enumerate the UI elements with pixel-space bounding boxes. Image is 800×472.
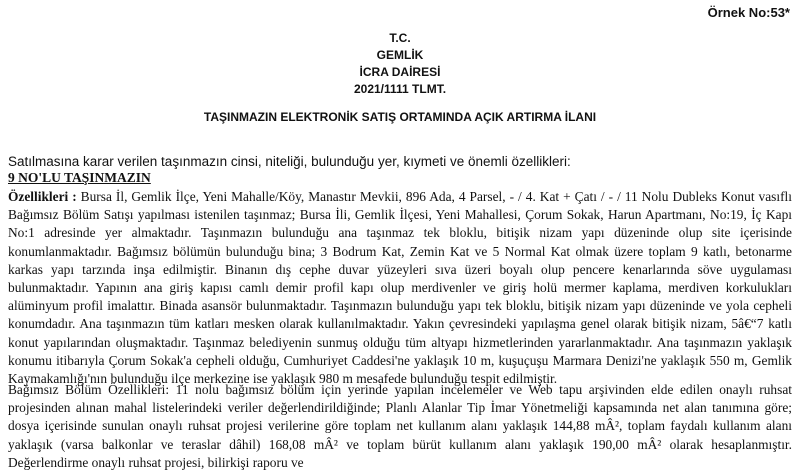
property-features-paragraph bbox=[8, 188, 792, 388]
intro-text: Satılmasına karar verilen taşınmazın cinsi, niteliği, bulunduğu yer, kıymeti ve önemli özellikleri: bbox=[8, 154, 571, 169]
features-label: Özellikleri : bbox=[8, 189, 77, 204]
header-file-number: 2021/1111 TLMT. bbox=[353, 82, 447, 96]
announcement-title: TAŞINMAZIN ELEKTRONİK SATIŞ ORTAMINDA AÇIK ARTIRMA İLANI bbox=[203, 110, 597, 124]
header-gemlik: GEMLİK bbox=[376, 48, 424, 62]
independent-section-paragraph: Bağımsız Bölüm Özellikleri: 11 nolu bağımsız bölüm için yerinde yapılan incelemeler ve Web tapu arşivinden elde edilen onaylı ruhsat projesinden alınan mahal listelerindeki veriler değerlendirildiğinde; Planlı Alanlar Tip İmar Yönetmeliği kapsamında net alan tanımına göre; dosya içerisinde sunulan onaylı ruhsat projesi verilerine göre toplam net kullanım alanı yaklaşık 144,88 mÂ², toplam faydalı kullanım alanı yaklaşık (varsa balkonlar ve teraslar dâhil) 168,08 mÂ² ve toplam bürüt kullanım alanı yaklaşık 190,00 mÂ² olarak hesaplanmıştır. Değerlendirme onaylı ruhsat projesi, bilirkişi raporu ve bbox=[8, 382, 792, 470]
section-title: 9 NO'LU TAŞINMAZIN bbox=[8, 170, 151, 185]
header-icra-dairesi: İCRA DAİRESİ bbox=[359, 65, 441, 79]
header-tc: T.C. bbox=[389, 31, 411, 45]
sample-number: Örnek No:53* bbox=[707, 5, 790, 20]
features-text: Bursa İl, Gemlik İlçe, Yeni Mahalle/Köy, Manastır Mevkii, 896 Ada, 4 Parsel, - / 4. Kat + Çatı / - / 11 Nolu Dubleks Konut vasıflı Bağımsız Bölüm Satışı yapılması istenilen taşınmaz; Bursa İli, Gemlik İlçesi, Yeni Mahallesi, Çorum Sokak, Harun Apartmanı, No:19, İç Kapı No:1 adresinde yer almaktadır. Taşınmazın bulunduğu ana taşınmaz tek bloklu, bitişik nizam yapı düzeninde olup site içerisinde konumlanmaktadır. Bağımsız bölümün bulunduğu bina; 3 Bodrum Kat, Zemin Kat ve 5 Normal Kat olmak üzere toplam 9 katlı, betonarme karkas yapı tarzında inşa edilmiştir. Binanın dış cephe duvar yüzeyleri sıva üzeri boyalı olup pencere kenarlarında söve uygulaması bulunmaktadır. Yapının ana giriş kapısı camlı demir profil kapı olup merdivenler ve giriş holü mermer kaplama, merdiven korkulukları alüminyum profil imalattır. Binada asansör bulunmaktadır. Taşınmazın bulunduğu yapı tek bloklu, bitişik nizam yapı düzeninde ve yola cepheli konumdadır. Ana taşınmazın tüm katları mesken olarak kullanılmaktadır. Yakın çevresindeki yapılaşma genel olarak bitişik nizam, 5â€“7 katlı konut yapılarından oluşmaktadır. Taşınmaz belediyenin sunmuş olduğu tüm altyapı hizmetlerinden yararlanmaktadır. Ana taşınmazın yaklaşık konumu itibarıyla Çorum Sokak'a cepheli olduğu, Cumhuriyet Caddesi'ne yaklaşık 10 m, kuşuçuşu Marmara Denizi'ne yaklaşık 550 m, Gemlik Kaymakamlığı'nın bulunduğu ilçe merkezine ise yaklaşık 980 m mesafede bulunduğu tespit edilmiştir. bbox=[8, 189, 792, 387]
